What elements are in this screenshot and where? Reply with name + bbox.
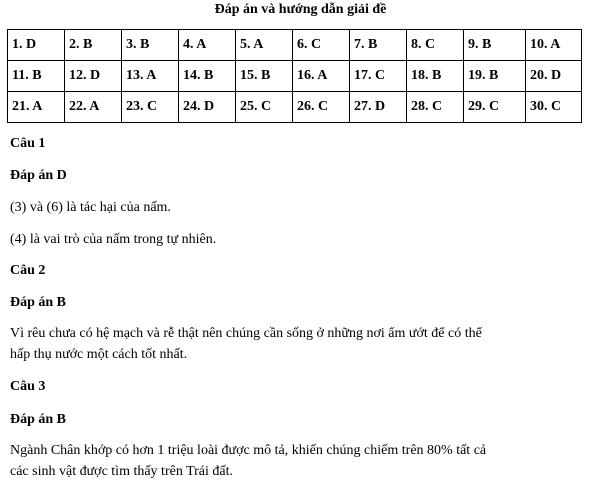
question-2-explanation-line: Vì rêu chưa có hệ mạch và rễ thật nên chúng cần sống ở những nơi ẩm ướt để có thể [10,326,482,341]
question-3-explanation-line: các sinh vật được tìm thấy trên Trái đất. [10,464,234,479]
answer-cell: 12. D [65,61,122,92]
page-title: Đáp án và hướng dẫn giải đề [214,2,387,17]
answer-cell: 17. C [350,61,407,92]
answer-cell: 21. A [8,92,65,123]
answer-cell: 27. D [350,92,407,123]
question-3-heading: Câu 3 [10,379,46,394]
answer-key-table [7,29,582,123]
question-1-answer: Đáp án D [10,168,67,183]
answer-cell: 4. A [179,30,236,61]
answer-cell: 29. C [464,92,526,123]
answer-cell: 10. A [526,30,582,61]
table-row [8,61,582,92]
answer-cell: 13. A [122,61,179,92]
answer-cell: 26. C [293,92,350,123]
answer-cell: 5. A [236,30,293,61]
question-2-explanation-line: hấp thụ nước một cách tốt nhất. [10,347,188,362]
question-1-heading: Câu 1 [10,136,46,151]
answer-cell: 19. B [464,61,526,92]
answer-cell: 11. B [8,61,65,92]
answer-cell: 25. C [236,92,293,123]
answer-cell: 8. C [407,30,464,61]
question-3-answer: Đáp án B [10,412,67,427]
table-row [8,92,582,123]
answer-cell: 18. B [407,61,464,92]
answer-cell: 7. B [350,30,407,61]
answer-cell: 16. A [293,61,350,92]
answer-cell: 3. B [122,30,179,61]
question-3-explanation-line: Ngành Chân khớp có hơn 1 triệu loài được mô tả, khiến chúng chiếm trên 80% tất cả [10,443,487,458]
answer-cell: 15. B [236,61,293,92]
answer-cell: 30. C [526,92,582,123]
answer-cell: 24. D [179,92,236,123]
answer-cell: 22. A [65,92,122,123]
answer-cell: 9. B [464,30,526,61]
answer-cell: 1. D [8,30,65,61]
question-2-answer: Đáp án B [10,295,67,310]
answer-cell: 28. C [407,92,464,123]
question-2-heading: Câu 2 [10,263,46,278]
answer-cell: 6. C [293,30,350,61]
answer-cell: 20. D [526,61,582,92]
table-row [8,30,582,61]
answer-cell: 2. B [65,30,122,61]
answer-cell: 14. B [179,61,236,92]
answer-cell: 23. C [122,92,179,123]
question-1-explanation-line: (4) là vai trò của nấm trong tự nhiên. [10,232,217,247]
question-1-explanation-line: (3) và (6) là tác hại của nấm. [10,200,171,215]
